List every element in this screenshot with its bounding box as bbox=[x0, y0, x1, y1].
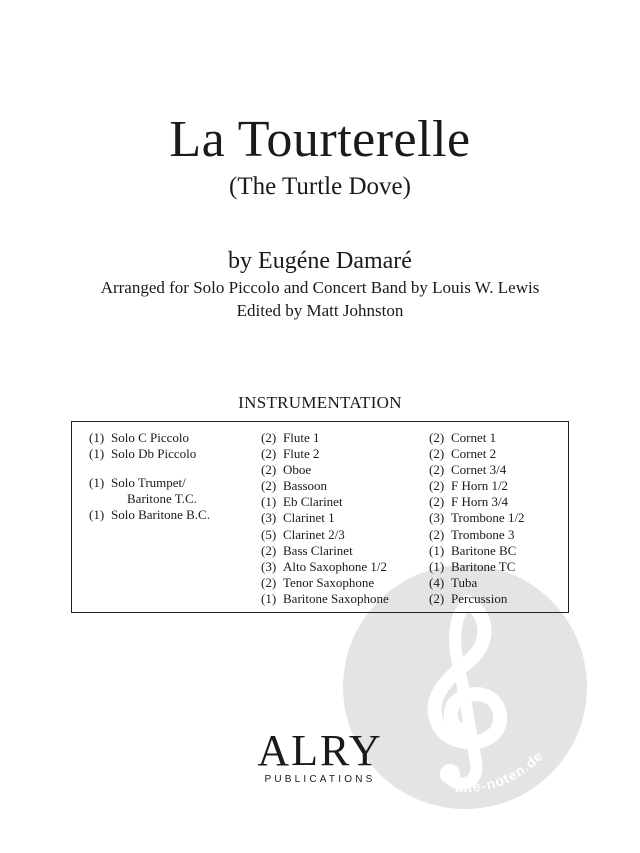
arranger-credit: Arranged for Solo Piccolo and Concert Band by Louis W. Lewis bbox=[100, 278, 540, 297]
page-subtitle: (The Turtle Dove) bbox=[229, 173, 411, 200]
instrument-item: (2) Flute 1 bbox=[261, 430, 320, 445]
publisher-tagline: PUBLICATIONS bbox=[264, 774, 376, 785]
instrument-item: (2) Bassoon bbox=[261, 478, 328, 494]
instrument-item: (1) Baritone Saxophone bbox=[261, 590, 389, 606]
watermark-text: alle-noten.de bbox=[454, 747, 547, 796]
instrument-item: (1) Solo Db Piccolo bbox=[89, 446, 197, 462]
instrument-item: (2) Tenor Saxophone bbox=[261, 574, 375, 590]
instrument-item: (2) F Horn 1/2 bbox=[429, 478, 509, 494]
instrument-item: (1) Baritone TC bbox=[429, 558, 516, 574]
instrument-item: (2) Trombone 3 bbox=[429, 526, 515, 542]
instrument-item: (4) Tuba bbox=[429, 574, 478, 590]
composer-credit: by Eugéne Damaré bbox=[228, 248, 412, 274]
instrument-item: (1) Baritone BC bbox=[429, 542, 517, 558]
instrumentation-heading: INSTRUMENTATION bbox=[238, 393, 402, 412]
instrument-item: (2) F Horn 3/4 bbox=[429, 494, 509, 510]
spacer bbox=[89, 462, 210, 475]
editor-credit: Edited by Matt Johnston bbox=[236, 301, 404, 320]
instrument-item: (1) Eb Clarinet bbox=[261, 494, 343, 510]
instrument-column-2 bbox=[261, 430, 389, 607]
instrumentation-box bbox=[71, 421, 569, 613]
instrument-item: (5) Clarinet 2/3 bbox=[261, 526, 345, 542]
instrument-item-continuation: Baritone T.C. bbox=[127, 491, 197, 507]
instrument-item: (2) Oboe bbox=[261, 462, 312, 478]
instrument-item: (1) Solo Trumpet/ bbox=[89, 475, 186, 491]
instrument-item: (2) Cornet 1 bbox=[429, 430, 497, 445]
instrument-item: (2) Flute 2 bbox=[261, 446, 320, 462]
instrument-item: (1) Solo C Piccolo bbox=[89, 430, 190, 445]
instrument-item: (3) Clarinet 1 bbox=[261, 510, 335, 526]
instrument-column-1 bbox=[89, 430, 210, 523]
instrument-item: (3) Trombone 1/2 bbox=[429, 510, 525, 526]
instrument-item: (2) Cornet 2 bbox=[429, 446, 497, 462]
instrument-item: (2) Bass Clarinet bbox=[261, 542, 353, 558]
publisher-name: ALRY bbox=[257, 726, 383, 775]
instrument-item: (1) Solo Baritone B.C. bbox=[89, 507, 210, 523]
page-title: La Tourterelle bbox=[169, 111, 471, 168]
instrument-item: (2) Percussion bbox=[429, 590, 508, 606]
instrument-item: (2) Cornet 3/4 bbox=[429, 462, 507, 478]
instrument-item: (3) Alto Saxophone 1/2 bbox=[261, 558, 387, 574]
instrument-column-3 bbox=[429, 430, 525, 607]
publisher-logo bbox=[0, 728, 640, 785]
